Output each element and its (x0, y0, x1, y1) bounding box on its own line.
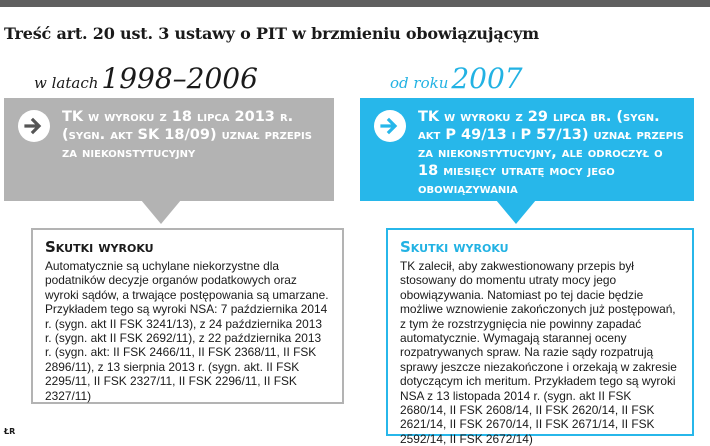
verdict-text-left: TK w wyroku z 18 lipca 2013 r. (sygn. akt SK 18/09) uznał przepis za niekonstytucyjny (62, 109, 312, 161)
effects-heading-left: Skutki wyroku (45, 238, 154, 256)
effects-box-right (386, 228, 694, 446)
period-prefix-right: od roku (390, 74, 449, 92)
down-triangle-icon (141, 200, 181, 224)
arrow-right-icon (24, 116, 44, 136)
period-years-right: 2007 (451, 62, 523, 95)
arrow-right-circle-icon (18, 110, 50, 142)
effects-text-right: TK zalecił, aby zakwestionowany przepis był stosowany do momentu utraty mocy jego obowiązywania. Natomiast po tej dacie będzie możliwe wznowienie zakończonych już postępowań, z tym że rozstrzygnięcia nie powinny zapadać automatycznie. Wymagają starannej oceny rozpatrywanych spraw. Na razie sądy rozpatrują sprawy jeszcze niezakończone i orzekają w zakresie dotyczącym ich meritum. Przykładem tego są wyroki NSA z 13 listopada 2014 r. (sygn. akt II FSK 2680/14, II FSK 2608/14, II FSK 2620/14, II FSK 2621/14, II FSK 2670/14, II FSK 2671/14, II FSK 2592/14, II FSK 2672/14) (400, 259, 677, 446)
effects-text-left: Automatycznie są uchylane niekorzystne dla podatników decyzje organów podatkowych oraz wyroki sądów, a trwające postępowania są umarzane. Przykładem tego są wyroki NSA: 7 października 2014 r. (sygn. akt II FSK 3241/13), z 24 października 2013 r. (sygn. akt II FSK 2692/11), z 22 października 2013 r. (sygn. akt: II FSK 2466/11, II FSK 2368/11, II FSK 2896/11), z 13 sierpnia 2013 r. (sygn. akt. II FSK 2295/11, II FSK 2327/11, II FSK 2296/11, II FSK 2327/11) (45, 259, 329, 403)
arrow-right-icon (380, 116, 400, 136)
arrow-right-circle-icon (374, 110, 406, 142)
verdict-text-right: TK w wyroku z 29 lipca br. (sygn. akt P 49/13 i P 57/13) uznał przepis za niekonstytucyjny, ale odroczył o 18 miesięcy utratę mocy jego obowiązywania (418, 109, 684, 197)
period-label-right (390, 62, 523, 95)
down-triangle-icon (496, 200, 536, 224)
period-years-left: 1998–2006 (101, 62, 258, 95)
verdict-box-left (4, 98, 334, 201)
effects-heading-right: Skutki wyroku (400, 238, 509, 256)
period-label-left (34, 62, 258, 95)
effects-box-left (31, 228, 344, 404)
verdict-box-right (360, 98, 694, 201)
author-credit: ŁR (4, 427, 16, 436)
page-title: Treść art. 20 ust. 3 ustawy o PIT w brzmieniu obowiązującym (4, 24, 539, 43)
top-rule (0, 0, 710, 7)
period-prefix-left: w latach (34, 74, 99, 92)
